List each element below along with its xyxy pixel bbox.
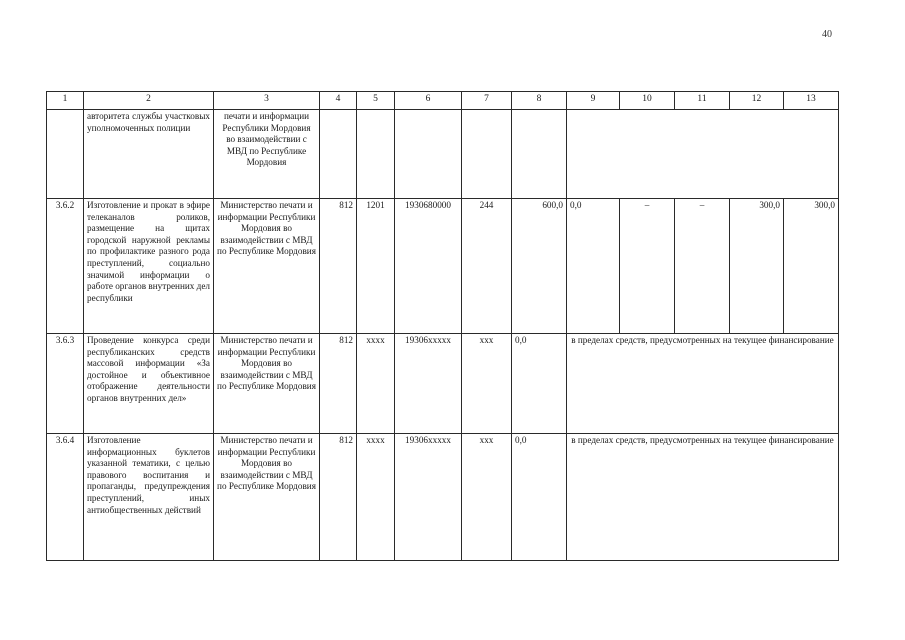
funding-note: в пределах средств, предусмотренных на текущее финансирование [567, 434, 839, 561]
column-header: 6 [395, 92, 462, 110]
column-header: 7 [462, 92, 512, 110]
item-number: 3.6.2 [47, 199, 84, 334]
executor: печати и информации Республики Мордовия во взаимодействии с МВД по Республике Мордовия [214, 110, 320, 199]
empty-cell [462, 110, 512, 199]
empty-merged-cell [567, 110, 839, 199]
grbs-code: 812 [320, 334, 357, 434]
column-number-header-row [47, 92, 839, 110]
column-header: 11 [675, 92, 730, 110]
year-amount: 300,0 [730, 199, 784, 334]
executor: Министерство печати и информации Республики Мордовия во взаимодействии с МВД по Республике Мордовия [214, 434, 320, 561]
table-row [47, 334, 839, 434]
column-header: 9 [567, 92, 620, 110]
expense-type-code: 244 [462, 199, 512, 334]
column-header: 8 [512, 92, 567, 110]
item-number: 3.6.4 [47, 434, 84, 561]
table-row [47, 110, 839, 199]
activity-name: Изготовление информационных буклетов указанной тематики, с целью правового воспитания и пропаганды, предупреждения преступлений, иных антиобщественных действий [84, 434, 214, 561]
column-header: 5 [357, 92, 395, 110]
empty-cell [320, 110, 357, 199]
total-amount: 0,0 [512, 334, 567, 434]
empty-cell [395, 110, 462, 199]
activity-name: Изготовление и прокат в эфире телеканалов роликов, размещение на щитах городской наружной рекламы по профилактике разного рода преступлений, социально значимой информации о работе органов внутренних дел республики [84, 199, 214, 334]
activity-name: авторитета службы участковых уполномоченных полиции [84, 110, 214, 199]
column-header: 1 [47, 92, 84, 110]
column-header: 13 [784, 92, 839, 110]
column-header: 4 [320, 92, 357, 110]
year-amount: 300,0 [784, 199, 839, 334]
executor: Министерство печати и информации Республики Мордовия во взаимодействии с МВД по Республике Мордовия [214, 334, 320, 434]
item-number [47, 110, 84, 199]
item-number: 3.6.3 [47, 334, 84, 434]
empty-cell [357, 110, 395, 199]
total-amount: 600,0 [512, 199, 567, 334]
column-header: 3 [214, 92, 320, 110]
program-activities-table [46, 91, 839, 561]
column-header: 10 [620, 92, 675, 110]
section-code: хххх [357, 334, 395, 434]
year-amount: – [675, 199, 730, 334]
target-article-code: 1930680000 [395, 199, 462, 334]
target-article-code: 19306ххххх [395, 334, 462, 434]
section-code: хххх [357, 434, 395, 561]
column-header: 2 [84, 92, 214, 110]
grbs-code: 812 [320, 434, 357, 561]
year-amount: – [620, 199, 675, 334]
table-row [47, 199, 839, 334]
total-amount: 0,0 [512, 434, 567, 561]
page-number: 40 [822, 29, 832, 40]
activity-name: Проведение конкурса среди республиканских средств массовой информации «За достойное и объективное отображение деятельности органов внутренних дел» [84, 334, 214, 434]
funding-note: в пределах средств, предусмотренных на текущее финансирование [567, 334, 839, 434]
section-code: 1201 [357, 199, 395, 334]
executor: Министерство печати и информации Республики Мордовия во взаимодействии с МВД по Республике Мордовия [214, 199, 320, 334]
target-article-code: 19306ххххх [395, 434, 462, 561]
empty-cell [512, 110, 567, 199]
column-header: 12 [730, 92, 784, 110]
table-row [47, 434, 839, 561]
grbs-code: 812 [320, 199, 357, 334]
expense-type-code: ххх [462, 334, 512, 434]
year-amount: 0,0 [567, 199, 620, 334]
expense-type-code: ххх [462, 434, 512, 561]
